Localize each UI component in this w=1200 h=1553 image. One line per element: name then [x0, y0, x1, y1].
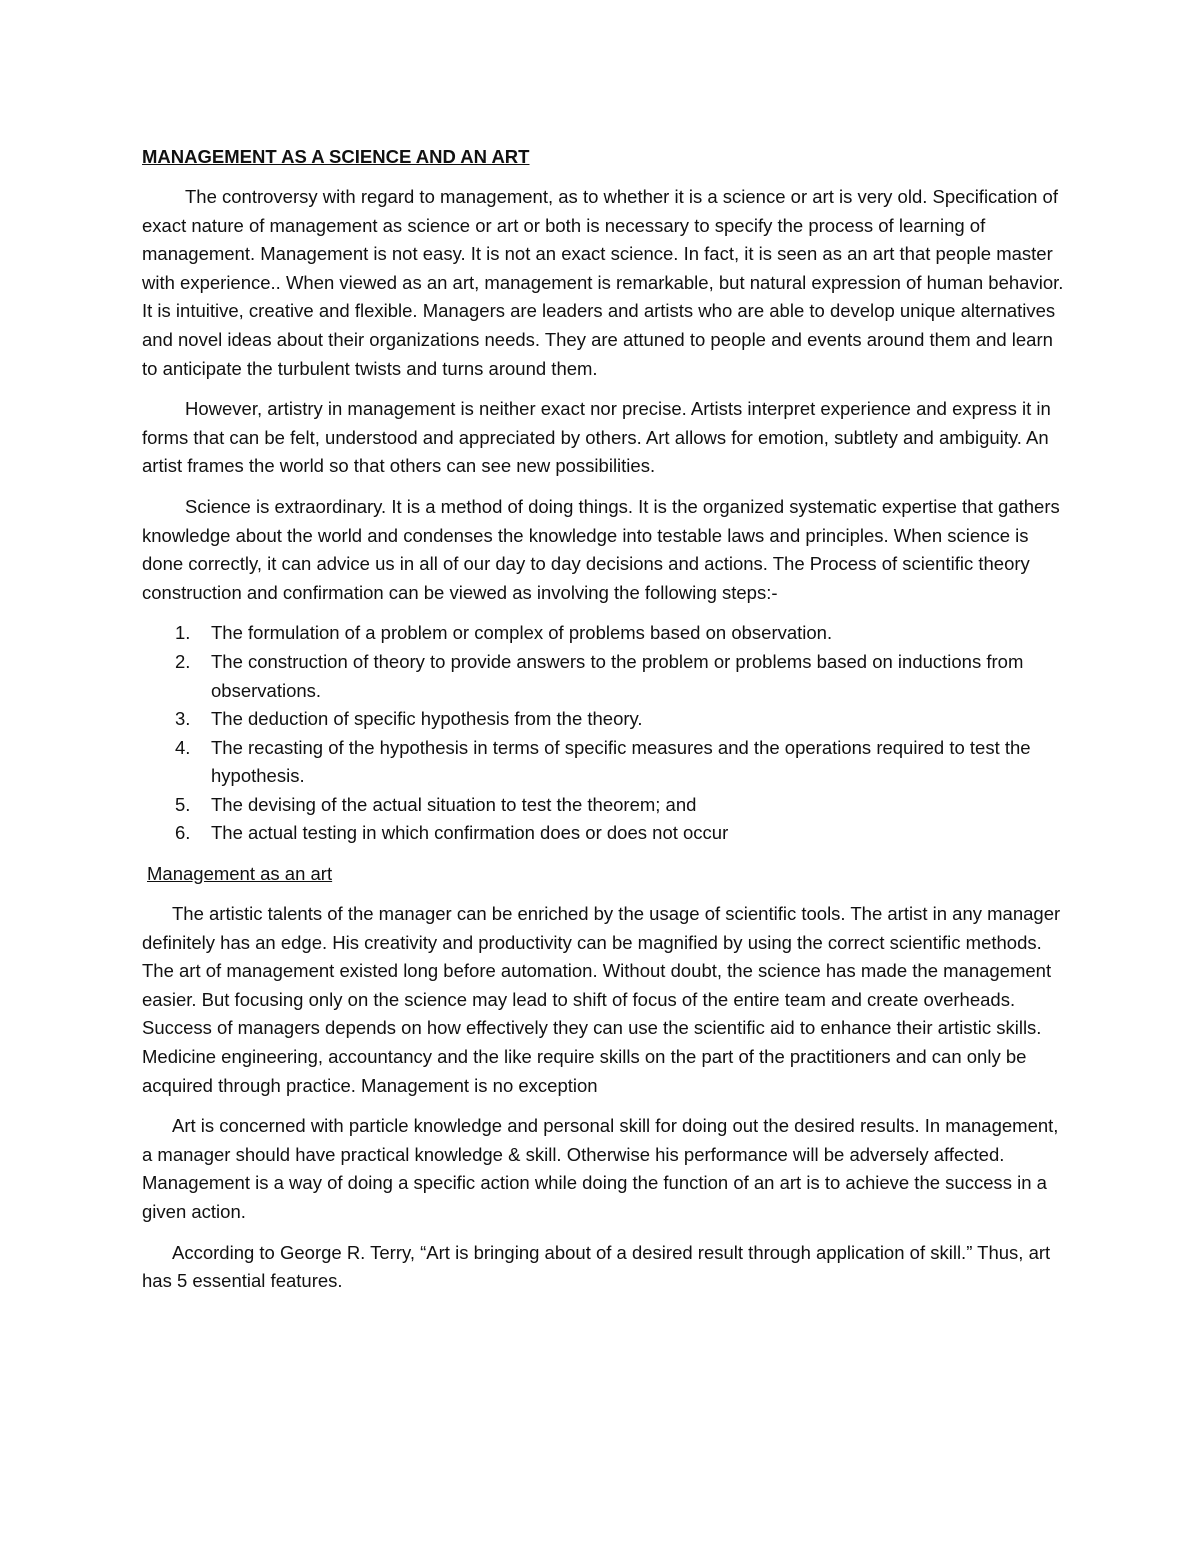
step-number: 5. — [175, 793, 191, 815]
intro-paragraph-3: Science is extraordinary. It is a method of doing things. It is the organized systematic expertise that gathers knowledge about the world and condenses the knowledge into testable laws and principles. When science is done correctly, it can advice us in all of our day to day decisions and actions. The Process of scientific theory construction and confirmation can be viewed as involving the following steps:- — [142, 495, 1060, 603]
step-text: The formulation of a problem or complex of problems based on observation. — [211, 622, 833, 644]
step-number: 2. — [175, 650, 191, 672]
intro-paragraph-2: However, artistry in management is neither exact nor precise. Artists interpret experience and express it in forms that can be felt, understood and appreciated by others. Art allows for emotion, subtlety and ambiguity. An artist frames the world so that others can see new possibilities. — [142, 398, 1051, 477]
intro-paragraph-1: The controversy with regard to management, as to whether it is a science or art is very old. Specification of exact nature of management as science or art or both is necessary to specify the process of learning of management. Management is not easy. It is not an exact science. In fact, it is seen as an art that people master with experience.. When viewed as an art, management is remarkable, but natural expression of human behavior. It is intuitive, creative and flexible. Managers are leaders and artists who are able to develop unique alternatives and novel ideas about their organizations needs. They are attuned to people and events around them and learn to anticipate the turbulent twists and turns around them. — [142, 186, 1064, 379]
step-text: The recasting of the hypothesis in terms of specific measures and the operations required to test the hypothesis. — [211, 736, 1031, 787]
step-number: 4. — [175, 736, 191, 758]
list-item — [142, 734, 1072, 791]
document-title: MANAGEMENT AS A SCIENCE AND AN ART — [142, 146, 530, 167]
steps-list — [142, 619, 1072, 848]
art-paragraph-2: Art is concerned with particle knowledge and personal skill for doing out the desired results. In management, a manager should have practical knowledge & skill. Otherwise his performance will be adversely affected. Management is a way of doing a specific action while doing the function of an art is to achieve the success in a given action. — [142, 1115, 1059, 1222]
step-number: 6. — [175, 822, 191, 844]
step-text: The devising of the actual situation to test the theorem; and — [211, 793, 697, 815]
step-number: 1. — [175, 622, 191, 644]
art-paragraph-3: According to George R. Terry, “Art is bringing about of a desired result through application of skill.” Thus, art has 5 essential features. — [142, 1241, 1051, 1292]
document-body — [142, 143, 1072, 1308]
section-subheading: Management as an art — [147, 863, 333, 885]
list-item — [142, 791, 1072, 820]
list-item — [142, 619, 1072, 648]
step-text: The deduction of specific hypothesis from the theory. — [211, 708, 643, 730]
list-item — [142, 648, 1072, 705]
art-paragraph-1: The artistic talents of the manager can be enriched by the usage of scientific tools. The artist in any manager definitely has an edge. His creativity and productivity can be magnified by using the correct scientific methods. The art of management existed long before automation. Without doubt, the science has made the management easier. But focusing only on the science may lead to shift of focus of the entire team and create overheads. Success of managers depends on how effectively they can use the scientific aid to enhance their artistic skills. Medicine engineering, accountancy and the like require skills on the part of the practitioners and can only be acquired through practice. Management is no exception — [142, 903, 1061, 1096]
step-text: The construction of theory to provide answers to the problem or problems based on inductions from observations. — [211, 650, 1024, 701]
list-item — [142, 705, 1072, 734]
step-text: The actual testing in which confirmation does or does not occur — [211, 822, 729, 844]
step-number: 3. — [175, 708, 191, 730]
list-item — [142, 819, 1072, 848]
